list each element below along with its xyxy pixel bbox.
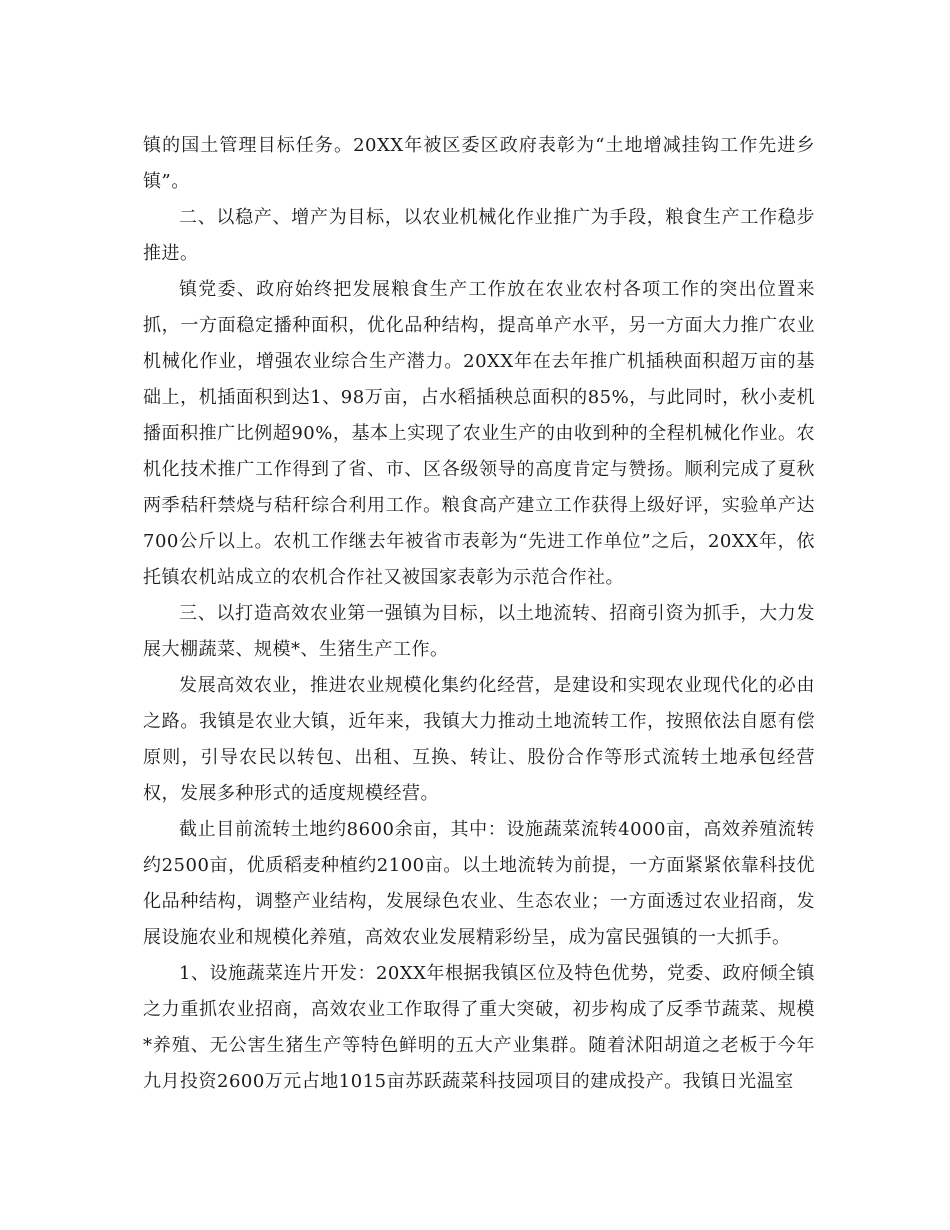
- paragraph-2-heading: 二、以稳产、增产为目标，以农业机械化作业推广为手段，粮食生产工作稳步推进。: [143, 207, 815, 264]
- paragraph-1: 镇的国土管理目标任务。20XX年被区委区政府表彰为“土地增减挂钩工作先进乡镇”。: [143, 135, 815, 192]
- paragraph-4-heading: 三、以打造高效农业第一强镇为目标，以土地流转、招商引资为抓手，大力发展大棚蔬菜、规模*、生猪生产工作。: [143, 603, 815, 660]
- paragraph-6: 截止目前流转土地约8600余亩，其中：设施蔬菜流转4000亩，高效养殖流转约2500亩，优质稻麦种植约2100亩。以土地流转为前提，一方面紧紧依靠科技优化品种结构，调整产业结构，发展绿色农业、生态农业；一方面透过农业招商，发展设施农业和规模化养殖，高效农业发展精彩纷呈，成为富民强镇的一大抓手。: [143, 819, 815, 948]
- document-body: [143, 128, 815, 1100]
- paragraph-5: 发展高效农业，推进农业规模化集约化经营，是建设和实现农业现代化的必由之路。我镇是农业大镇，近年来，我镇大力推动土地流转工作，按照依法自愿有偿原则，引导农民以转包、出租、互换、转让、股份合作等形式流转土地承包经营权，发展多种形式的适度规模经营。: [143, 675, 815, 804]
- paragraph-3: 镇党委、政府始终把发展粮食生产工作放在农业农村各项工作的突出位置来抓，一方面稳定播种面积，优化品种结构，提高单产水平，另一方面大力推广农业机械化作业，增强农业综合生产潜力。20XX年在去年推广机插秧面积超万亩的基础上，机插面积到达1、98万亩，占水稻插秧总面积的85%，与此同时，秋小麦机播面积推广比例超90%，基本上实现了农业生产的由收到种的全程机械化作业。农机化技术推广工作得到了省、市、区各级领导的高度肯定与赞扬。顺利完成了夏秋两季秸秆禁烧与秸秆综合利用工作。粮食高产建立工作获得上级好评，实验单产达700公斤以上。农机工作继去年被省市表彰为“先进工作单位”之后，20XX年，依托镇农机站成立的农机合作社又被国家表彰为示范合作社。: [143, 279, 815, 588]
- paragraph-7: 1、设施蔬菜连片开发：20XX年根据我镇区位及特色优势，党委、政府倾全镇之力重抓农业招商，高效农业工作取得了重大突破，初步构成了反季节蔬菜、规模*养殖、无公害生猪生产等特色鲜明的五大产业集群。随着沭阳胡道之老板于今年九月投资2600万元占地1015亩苏跃蔬菜科技园项目的建成投产。我镇日光温室: [143, 963, 815, 1092]
